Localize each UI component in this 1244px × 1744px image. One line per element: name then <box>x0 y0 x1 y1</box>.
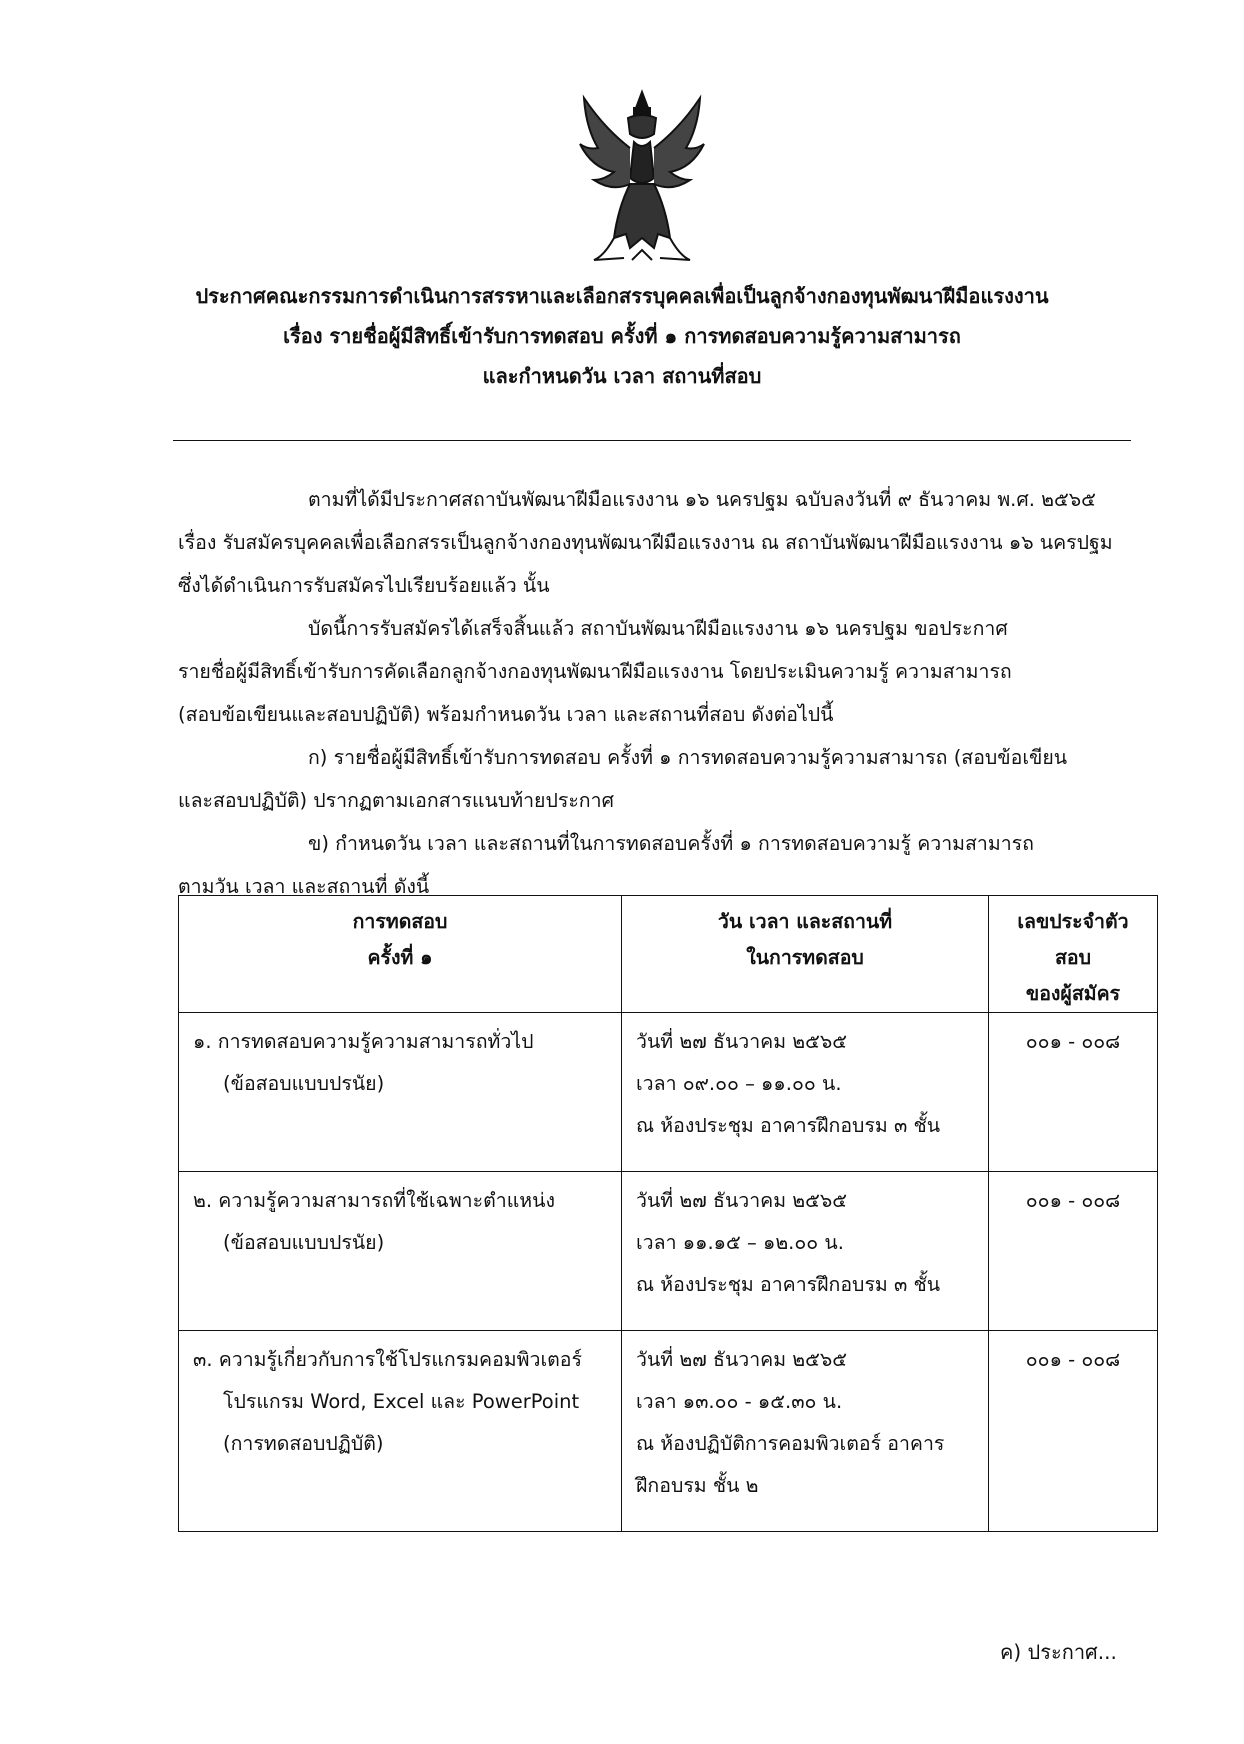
schedule-place: ณ ห้องประชุม อาคารฝึกอบรม ๓ ชั้น <box>636 1114 941 1137</box>
test-cell <box>179 1331 621 1489</box>
schedule-cell <box>622 1331 988 1531</box>
candidate-ids: ๐๐๑ - ๐๐๘ <box>1025 1189 1121 1212</box>
item-a-line: และสอบปฏิบัติ) ปรากฏตามเอกสารแนบท้ายประกาศ <box>178 789 614 812</box>
header-test <box>179 896 622 1013</box>
item-b-line: ข) กำหนดวัน เวลา และสถานที่ในการทดสอบครั้งที่ ๑ การทดสอบความรู้ ความสามารถ <box>308 832 1034 855</box>
paragraph-line: ตามที่ได้มีประกาศสถาบันพัฒนาฝีมือแรงงาน ๑๖ นครปฐม ฉบับลงวันที่ ๙ ธันวาคม พ.ศ. ๒๕๖๕ <box>308 488 1096 511</box>
candidate-ids: ๐๐๑ - ๐๐๘ <box>1025 1030 1121 1053</box>
title-line: ประกาศคณะกรรมการดำเนินการสรรหาและเลือกสรรบุคคลเพื่อเป็นลูกจ้างกองทุนพัฒนาฝีมือแรงงาน <box>195 284 1049 308</box>
item-b-line: ตามวัน เวลา และสถานที่ ดังนี้ <box>178 875 430 898</box>
item-a-line: ก) รายชื่อผู้มีสิทธิ์เข้ารับการทดสอบ ครั้งที่ ๑ การทดสอบความรู้ความสามารถ (สอบข้อเขียน <box>308 746 1068 769</box>
header-text: วัน เวลา และสถานที่ <box>717 910 893 933</box>
paragraph-line: เรื่อง รับสมัครบุคคลเพื่อเลือกสรรเป็นลูกจ้างกองทุนพัฒนาฝีมือแรงงาน ณ สถาบันพัฒนาฝีมือแรงงาน ๑๖ นครปฐม <box>178 531 1113 554</box>
test-program: โปรแกรม Word, Excel และ PowerPoint <box>223 1390 580 1413</box>
garuda-emblem-icon <box>574 88 710 264</box>
table-header-row <box>179 896 1158 1013</box>
test-cell <box>179 1013 621 1129</box>
table-row <box>179 1331 1158 1532</box>
candidate-ids: ๐๐๑ - ๐๐๘ <box>1025 1348 1121 1371</box>
header-text: ของผู้สมัคร <box>1025 982 1121 1005</box>
schedule-cell <box>622 1172 988 1330</box>
paragraph-line: รายชื่อผู้มีสิทธิ์เข้ารับการคัดเลือกลูกจ้างกองทุนพัฒนาฝีมือแรงงาน โดยประเมินความรู้ ความสามารถ <box>178 660 1012 683</box>
paragraph-line: (สอบข้อเขียนและสอบปฏิบัติ) พร้อมกำหนดวัน เวลา และสถานที่สอบ ดังต่อไปนี้ <box>178 703 834 726</box>
title-divider <box>173 440 1131 441</box>
title-line: และกำหนดวัน เวลา สถานที่สอบ <box>482 364 762 388</box>
header-candidate-ids <box>989 896 1158 1013</box>
schedule-time: เวลา ๐๙.๐๐ – ๑๑.๐๐ น. <box>636 1072 842 1095</box>
header-text: ครั้งที่ ๑ <box>367 946 433 969</box>
paragraph-line: ซึ่งได้ดำเนินการรับสมัครไปเรียบร้อยแล้ว นั้น <box>178 574 550 597</box>
header-text: ในการทดสอบ <box>746 946 864 969</box>
test-type: (การทดสอบปฏิบัติ) <box>223 1432 384 1455</box>
paragraph-announcement <box>178 607 1130 908</box>
test-type: (ข้อสอบแบบปรนัย) <box>223 1072 385 1095</box>
schedule-time: เวลา ๑๑.๑๕ – ๑๒.๐๐ น. <box>636 1231 844 1254</box>
test-name: ๒. ความรู้ความสามารถที่ใช้เฉพาะตำแหน่ง <box>193 1189 555 1212</box>
header-text: เลขประจำตัว <box>1017 910 1129 933</box>
header-schedule <box>622 896 989 1013</box>
test-cell <box>179 1172 621 1288</box>
table-row <box>179 1172 1158 1331</box>
paragraph-reference <box>178 478 1130 607</box>
announcement-title <box>120 276 1124 396</box>
schedule-date: วันที่ ๒๗ ธันวาคม ๒๕๖๕ <box>636 1030 848 1053</box>
test-name: ๓. ความรู้เกี่ยวกับการใช้โปรแกรมคอมพิวเตอร์ <box>193 1348 582 1371</box>
test-type: (ข้อสอบแบบปรนัย) <box>223 1231 385 1254</box>
schedule-time: เวลา ๑๓.๐๐ - ๑๕.๓๐ น. <box>636 1390 843 1413</box>
header-text: สอบ <box>1055 946 1091 969</box>
paragraph-line: บัดนี้การรับสมัครได้เสร็จสิ้นแล้ว สถาบันพัฒนาฝีมือแรงงาน ๑๖ นครปฐม ขอประกาศ <box>308 617 1008 640</box>
schedule-cell <box>622 1013 988 1171</box>
schedule-date: วันที่ ๒๗ ธันวาคม ๒๕๖๕ <box>636 1348 848 1371</box>
title-subject-line: เรื่อง รายชื่อผู้มีสิทธิ์เข้ารับการทดสอบ ครั้งที่ ๑ การทดสอบความรู้ความสามารถ <box>283 324 961 348</box>
page-continuation: ค) ประกาศ... <box>1000 1640 1117 1664</box>
exam-schedule-table <box>178 895 1158 1532</box>
header-text: การทดสอบ <box>352 910 448 933</box>
test-name: ๑. การทดสอบความรู้ความสามารถทั่วไป <box>193 1030 534 1053</box>
table-row <box>179 1013 1158 1172</box>
schedule-place: ณ ห้องปฏิบัติการคอมพิวเตอร์ อาคาร <box>636 1432 945 1455</box>
schedule-place: ฝึกอบรม ชั้น ๒ <box>636 1474 759 1497</box>
schedule-date: วันที่ ๒๗ ธันวาคม ๒๕๖๕ <box>636 1189 848 1212</box>
schedule-place: ณ ห้องประชุม อาคารฝึกอบรม ๓ ชั้น <box>636 1273 941 1296</box>
